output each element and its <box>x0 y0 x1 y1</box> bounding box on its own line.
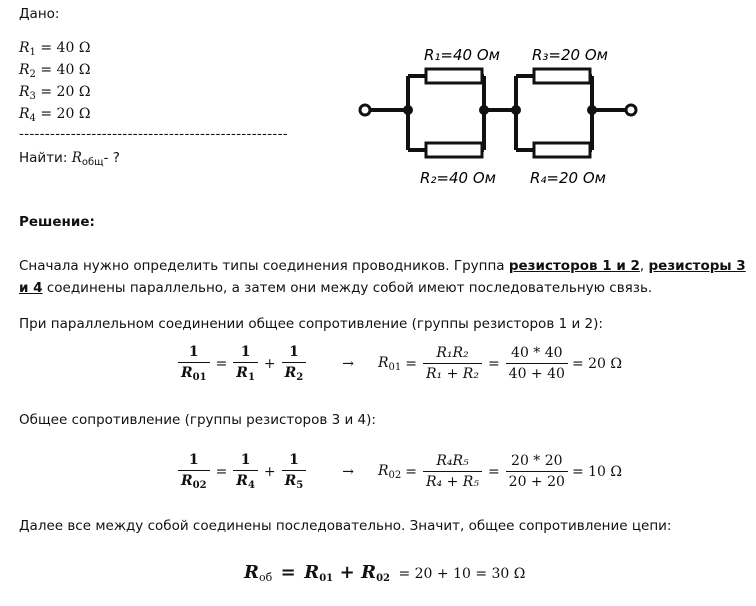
eq3-lhs <box>244 562 272 583</box>
eq2-lhs-sub: 02 <box>388 469 402 481</box>
resistor-r3 <box>534 69 590 83</box>
eq1-lhs-sub: 01 <box>388 361 402 373</box>
eq1-den: R₁ + R₂ <box>423 363 482 382</box>
separator: ---------------------------------------------------- <box>19 126 288 142</box>
terminal-left <box>360 105 370 115</box>
paragraph-1-line-1 <box>19 258 746 274</box>
eq1-lhs <box>378 355 401 373</box>
eq1-one-c: 1 <box>289 344 299 360</box>
eq2-den-val: 20 + 20 <box>506 471 568 490</box>
eq1-r2-sym: R <box>284 365 297 381</box>
eq1-den-val: 40 + 40 <box>506 363 568 382</box>
label-r3: R₃=20 Ом <box>532 46 608 64</box>
eq2-r02-sym: R <box>181 473 193 489</box>
eq2-r02-sub: 02 <box>192 480 207 491</box>
find-prefix: Найти: <box>19 150 72 166</box>
eq1-frac-formula <box>423 345 482 382</box>
eq1-arrow: → <box>342 355 354 372</box>
given-r2-sub: 2 <box>29 69 36 80</box>
eq2-num: R₄R₅ <box>436 453 469 469</box>
eq3-r01 <box>304 562 333 583</box>
para1-text-a: Сначала нужно определить типы соединения проводников. Группа <box>19 258 509 274</box>
eq2-frac-values <box>506 453 568 490</box>
eq1-num-val: 40 * 40 <box>511 345 563 361</box>
eq3-r01-sym: R <box>304 562 320 583</box>
equation-3: $R_{об} = R_{01} + R_{02} = 20 + 10 = 30$ Ω <box>244 562 526 584</box>
given-r3 <box>19 84 90 102</box>
given-r2 <box>19 62 90 80</box>
eq1-r2-sub: 2 <box>296 372 304 383</box>
given-r4-sym: R <box>19 106 30 122</box>
given-r3-sym: R <box>19 84 30 100</box>
eq1-frac-r1 <box>233 344 258 383</box>
eq3-lhs-sym: R <box>244 562 259 583</box>
given-r1-sym: R <box>19 40 30 56</box>
eq3-r02-sub: 02 <box>376 573 390 584</box>
resistor-r4 <box>534 143 590 157</box>
eq3-lhs-sub: об <box>258 571 273 584</box>
equation-2: $\frac{1}{R_{02}}$ = $\frac{1}{R_4}$ + $\frac{1}{R_5}$ → $R_{02}$ = $\frac{\text{R₄R₅}}{\text{R₄ + R₅}}$ = $\frac{20 * 20}{20 + 20}$ = 10 Ω <box>176 452 622 491</box>
given-r3-sub: 3 <box>29 91 36 102</box>
eq1-den-r1 <box>233 362 258 383</box>
eq2-num-val: 20 * 20 <box>511 453 563 469</box>
find-line <box>19 150 120 168</box>
eq2-lhs-sym: R <box>377 462 389 479</box>
node-middle-left <box>479 105 489 115</box>
resistor-r2 <box>426 143 482 157</box>
given-r1 <box>19 40 90 58</box>
para1-text-f: соединены параллельно, а затем они между собой имеют последовательную связь. <box>42 280 653 296</box>
given-title: Дано: <box>19 6 60 22</box>
label-r1: R₁=40 Ом <box>424 46 500 64</box>
eq2-frac-formula <box>423 453 482 490</box>
eq2-den-r4 <box>233 470 258 491</box>
find-suffix: - ? <box>103 150 120 166</box>
para1-highlight-resistors-1-2: резисторов 1 и 2 <box>508 258 640 274</box>
eq2-frac-total <box>178 452 210 491</box>
eq2-one-b: 1 <box>240 452 251 468</box>
eq1-num: R₁R₂ <box>436 345 469 361</box>
eq1-frac-values <box>506 345 568 382</box>
eq1-one-a: 1 <box>188 344 199 360</box>
eq1-r1-sub: 1 <box>247 372 255 383</box>
node-middle-right <box>511 105 521 115</box>
eq2-r5-sub: 5 <box>296 480 304 491</box>
node-left <box>403 105 413 115</box>
eq2-den-r5 <box>282 470 307 491</box>
solution-title: Решение: <box>19 214 95 230</box>
paragraph-1-line-2 <box>19 280 652 296</box>
eq2-one-c: 1 <box>289 452 299 468</box>
eq2-den-r02 <box>178 470 210 491</box>
eq1-result: = 20 Ω <box>571 355 622 372</box>
para1-highlight-and-4: и 4 <box>19 280 43 296</box>
given-r3-value: = 20 Ω <box>40 84 91 100</box>
find-sub: общ <box>81 157 104 168</box>
label-r2: R₂=40 Ом <box>420 169 496 187</box>
eq2-frac-r5 <box>282 452 307 491</box>
para1-text-c: , <box>639 258 649 274</box>
eq3-tail: = 20 + 10 = 30 Ω <box>398 566 526 582</box>
eq2-r5-sym: R <box>284 473 297 489</box>
eq1-r01-sub: 01 <box>192 372 207 383</box>
equation-1: $\frac{1}{R_{01}}$ = $\frac{1}{R_1}$ + $\frac{1}{R_2}$ → $R_{01}$ = $\frac{\text{R₁R₂}}{\text{R₁ + R₂}}$ = $\frac{40 * 40}{40 + 40}$ = 20 Ω <box>176 344 622 383</box>
given-r4-sub: 4 <box>29 113 36 124</box>
eq2-arrow: → <box>342 463 354 480</box>
terminal-right <box>626 105 636 115</box>
given-r1-sub: 1 <box>29 47 36 58</box>
node-right <box>587 105 597 115</box>
find-sym: R <box>71 150 82 166</box>
given-r2-sym: R <box>19 62 30 78</box>
eq2-r4-sym: R <box>236 473 248 489</box>
para1-highlight-resistors-3: резисторы 3 <box>648 258 746 274</box>
eq2-one-a: 1 <box>188 452 199 468</box>
paragraph-2: При параллельном соединении общее сопротивление (группы резисторов 1 и 2): <box>19 316 603 332</box>
eq1-one-b: 1 <box>240 344 251 360</box>
given-r4-value: = 20 Ω <box>40 106 91 122</box>
resistor-r1 <box>426 69 482 83</box>
eq1-r01-sym: R <box>181 365 193 381</box>
eq1-den-r01 <box>178 362 210 383</box>
given-r2-value: = 40 Ω <box>40 62 91 78</box>
eq2-result: = 10 Ω <box>571 463 622 480</box>
circuit-diagram <box>350 38 650 190</box>
eq1-r1-sym: R <box>236 365 248 381</box>
eq3-r02 <box>361 562 390 583</box>
eq1-lhs-sym: R <box>377 354 389 371</box>
given-r1-value: = 40 Ω <box>40 40 91 56</box>
eq2-lhs <box>378 463 401 481</box>
given-r4 <box>19 106 90 124</box>
eq3-r02-sym: R <box>361 562 377 583</box>
eq2-den: R₄ + R₅ <box>423 471 482 490</box>
eq1-frac-total <box>178 344 210 383</box>
eq1-den-r2 <box>282 362 307 383</box>
paragraph-4: Далее все между собой соединены последовательно. Значит, общее сопротивление цепи: <box>19 518 672 534</box>
label-r4: R₄=20 Ом <box>530 169 606 187</box>
eq2-frac-r4 <box>233 452 258 491</box>
paragraph-3: Общее сопротивление (группы резисторов 3 и 4): <box>19 412 376 428</box>
eq1-frac-r2 <box>282 344 307 383</box>
eq2-r4-sub: 4 <box>247 480 255 491</box>
eq3-r01-sub: 01 <box>319 573 334 584</box>
